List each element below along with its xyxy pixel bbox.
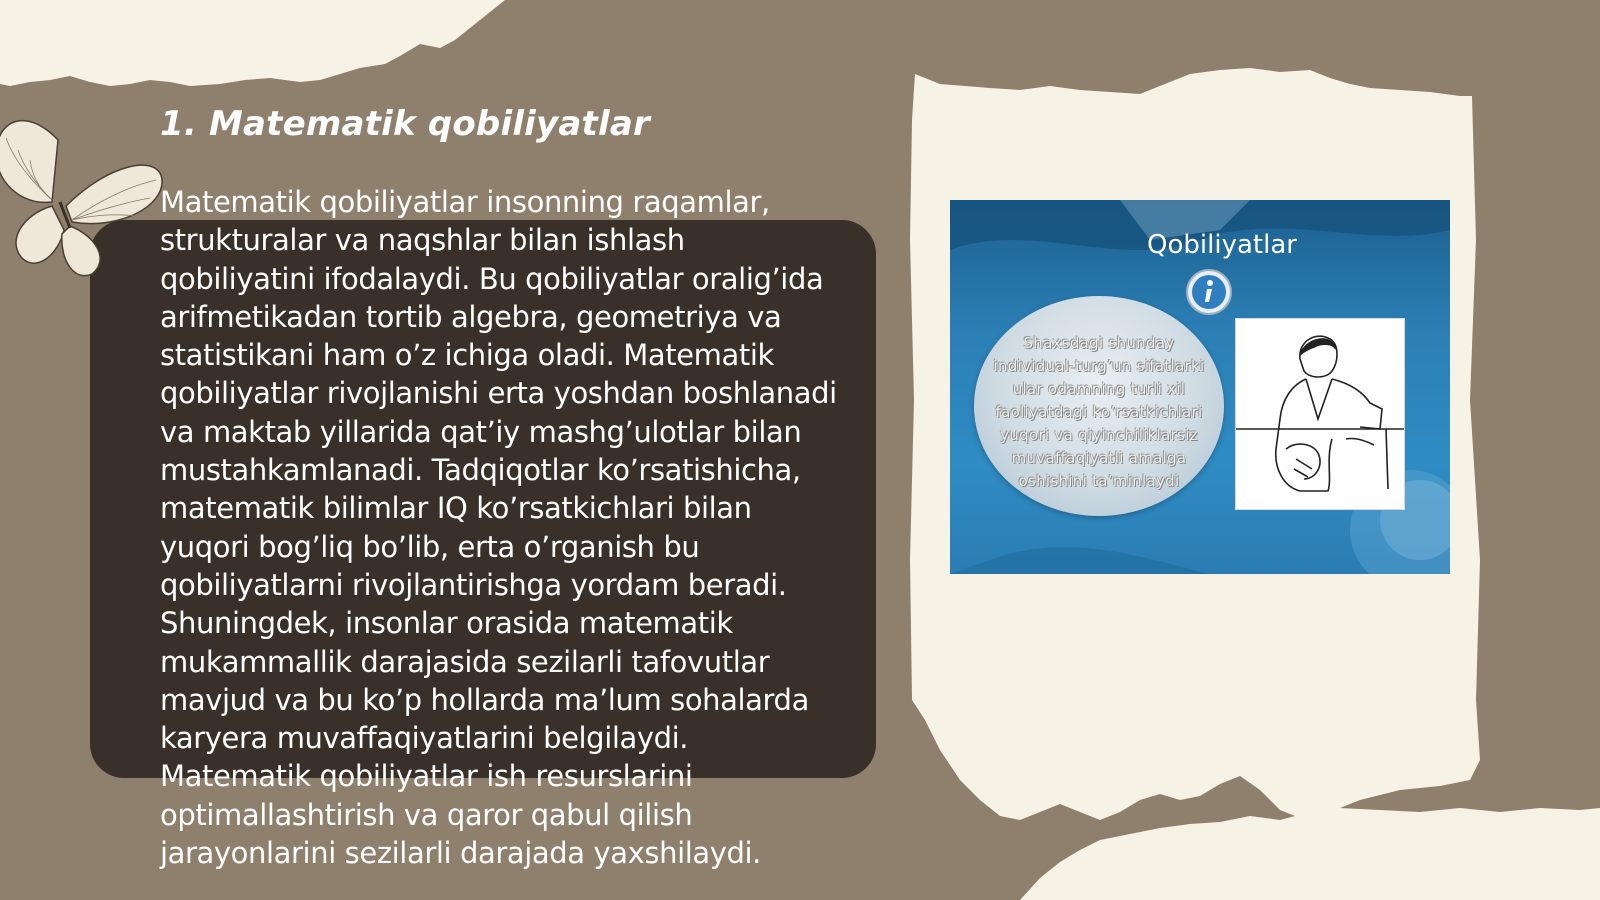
person-illustration (1236, 319, 1404, 509)
embedded-slide-image (950, 200, 1450, 574)
butterfly-icon (0, 110, 170, 280)
torn-paper-bottom-right (1020, 808, 1600, 900)
illustration-frame (1235, 318, 1405, 510)
body-paragraph: Matematik qobiliyatlar insonning raqamlar, strukturalar va naqshlar bilan ishlash qobiliyatini ifodalaydi. Bu qobiliyatlar oralig’ida arifmetikadan tortib algebra, geometriya va statistikani ham o’z ichiga oladi. Matematik qobiliyatlar rivojlanishi erta yoshdan boshlanadi va maktab yillarida qat’iy mashg’ulotlar bilan mustahkamlanadi. Tadqiqotlar ko’rsatishicha, matematik bilimlar IQ ko’rsatkichlari bilan yuqori bog’liq bo’lib, erta o’rganish bu qobiliyatlarni rivojlantirishga yordam beradi. Shuningdek, insonlar orasida matematik mukammallik darajasida sezilarli tafovutlar mavjud va bu ko’p hollarda ma’lum sohalarda karyera muvaffaqiyatlarini belgilaydi. Matematik qobiliyatlar ish resurslarini optimallashtirish va qaror qabul qilish jarayonlarini sezilarli darajada yaxshilaydi. (160, 185, 837, 871)
info-icon (1185, 268, 1233, 316)
section-heading: 1. Matematik qobiliyatlar (160, 104, 650, 144)
torn-paper-top-left (0, 0, 505, 86)
slide-title: Qobiliyatlar (1147, 230, 1297, 260)
definition-text: Shaxsdagi shunday individual-turg’un sifatlarki ular odamning turli xil faoliyatdagi ko’rsatkichlari yuqori va qiyinchiliklarsiz muvaffaqiyatli amalga oshishini ta’minlaydi (993, 334, 1205, 490)
